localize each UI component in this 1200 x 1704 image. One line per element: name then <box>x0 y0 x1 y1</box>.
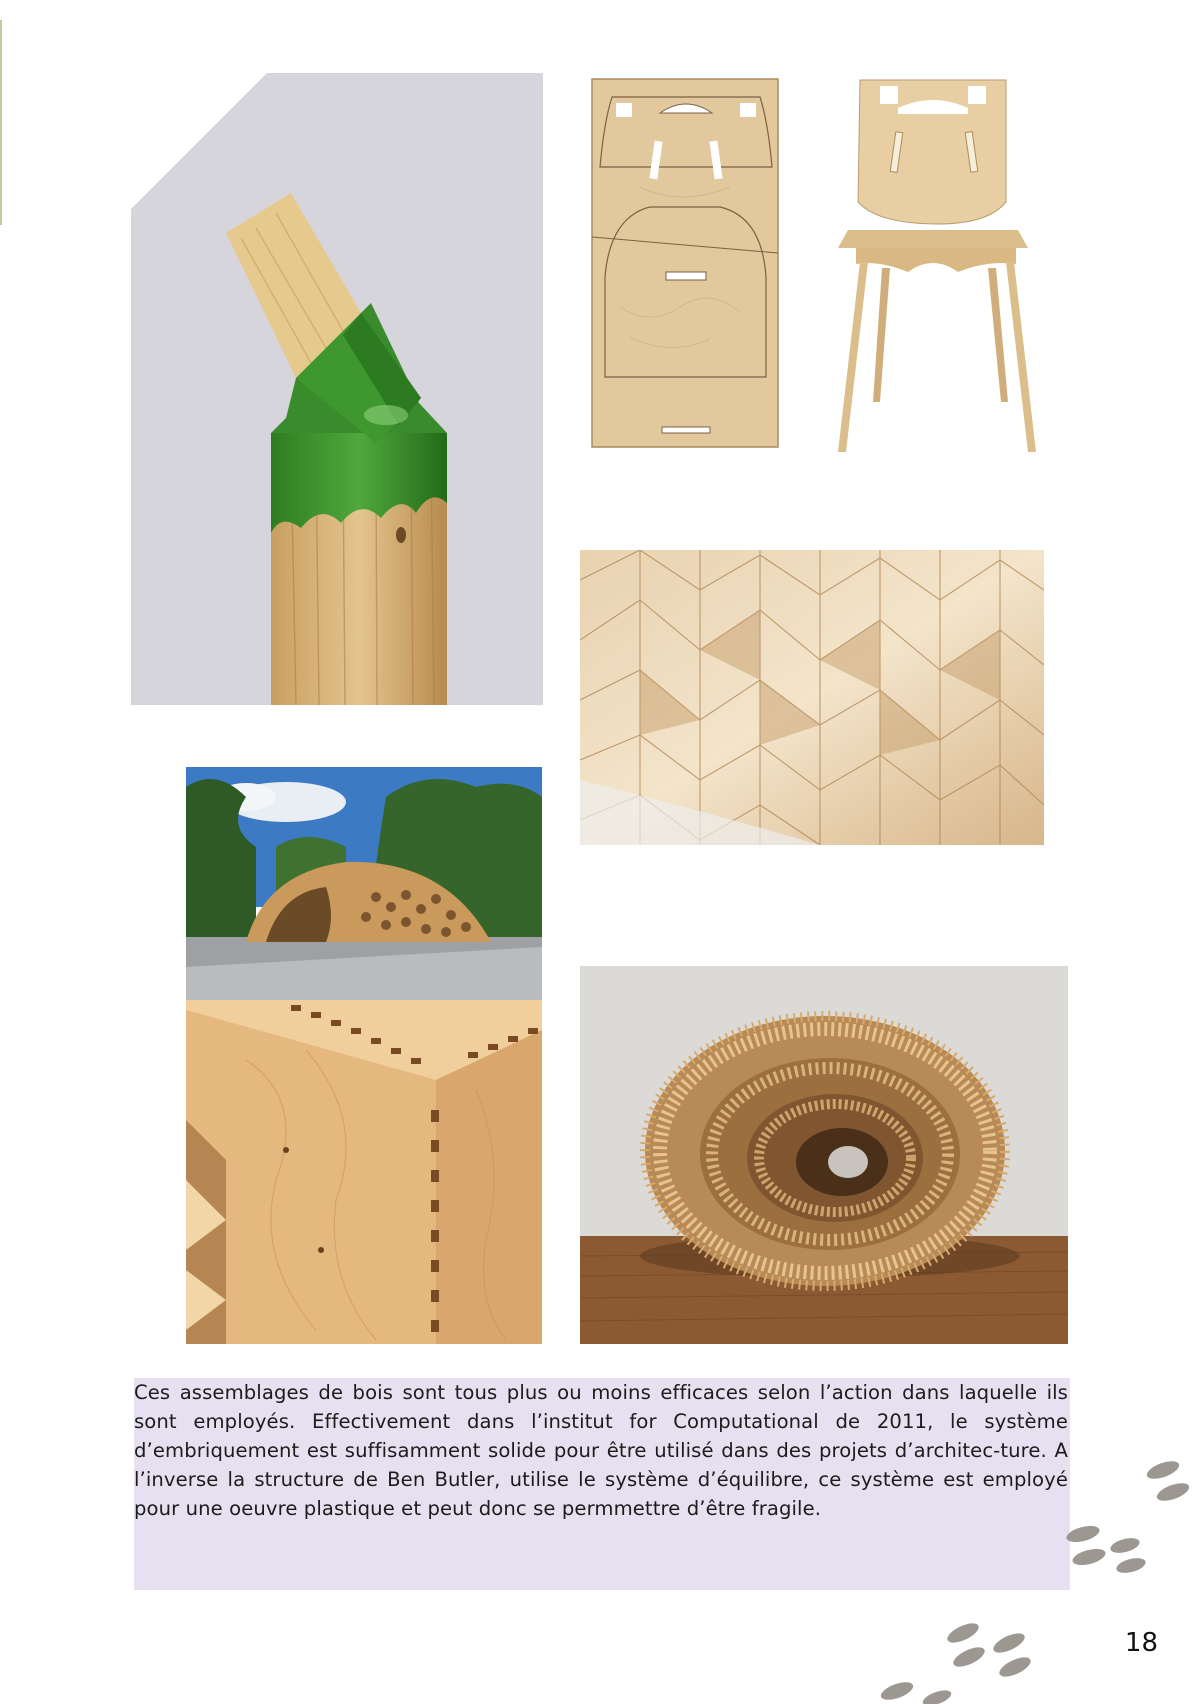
photo-flat-pack-chair <box>590 77 782 451</box>
footprints-decoration-bottom <box>870 1620 1070 1704</box>
photo-folded-wood-textile <box>580 550 1044 845</box>
photo-assembled-chair <box>838 72 1068 461</box>
caption-paragraph: Ces assemblages de bois sont tous plus ou moins efficaces selon l’action dans laquelle ils sont employés. Effectivement dans l’institut for Computational de 2011, le système d’embriquement est suffisamment solide pour être utilisé dans des projets d’architec-ture. A l’inverse la structure de Ben Butler, utilise le système d’équilibre, ce système est employé pour une oeuvre plastique et peut donc se permmettre d’être fragile. <box>134 1381 1068 1520</box>
left-edge-mark <box>0 20 2 225</box>
page-number: 18 <box>1124 1628 1158 1658</box>
photo-resin-wood-joint <box>131 73 543 705</box>
footprints-decoration-right <box>1060 1455 1200 1575</box>
photo-wooden-pavilion <box>186 767 542 1000</box>
photo-finger-joint-detail <box>186 1000 542 1344</box>
photo-wooden-stick-sculpture <box>580 966 1068 1344</box>
